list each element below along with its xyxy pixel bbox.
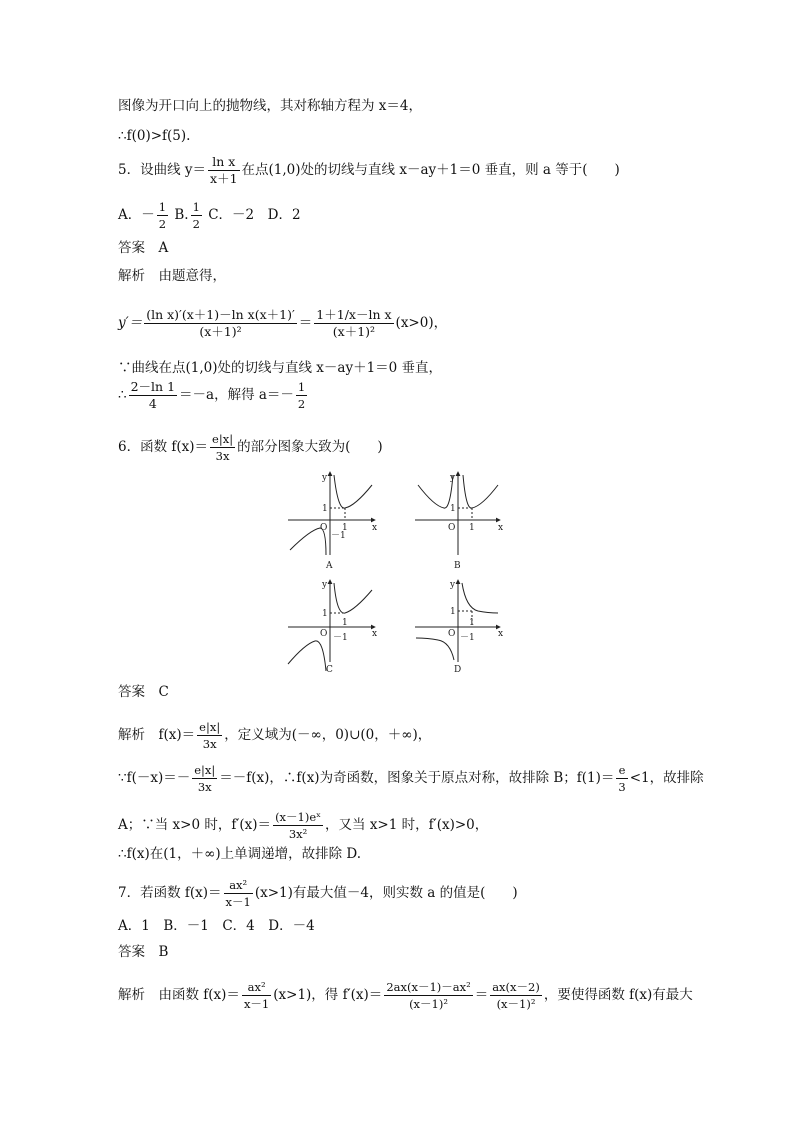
- graph-d-one-y: 1: [450, 607, 456, 617]
- graph-d-x-label: x: [498, 629, 504, 639]
- half-fraction-b: [191, 200, 202, 231]
- graph-c-origin: O: [320, 629, 328, 639]
- a-line-pre: A；∵当 x>0 时，f′(x)＝: [118, 817, 272, 833]
- question-7: [118, 878, 518, 909]
- analysis-6: [118, 720, 431, 751]
- graph-c-x-label: x: [372, 629, 378, 639]
- jx6-pre: 解析 f(x)＝: [118, 727, 196, 743]
- because6-tail: <1，故排除: [629, 770, 704, 786]
- graph-c-curve-left: [288, 641, 326, 671]
- analysis-5: 解析 由题意得，: [118, 268, 226, 284]
- therefore-6: ∴f(x)在(1，＋∞)上单调递增，故排除 D.: [118, 846, 362, 862]
- q6-fraction: [210, 432, 235, 463]
- graph-a-origin: O: [320, 523, 328, 533]
- deriv-f1-num: (ln x)′(x＋1)－ln x(x＋1)′: [146, 307, 295, 322]
- graph-b-one-y: 1: [450, 504, 456, 514]
- graph-d-curve-left: [416, 638, 454, 660]
- graph-b-y-label: y: [450, 473, 456, 483]
- half-den-c: 2: [297, 397, 306, 411]
- half-fraction-c: [296, 380, 307, 411]
- graph-d-one-x: 1: [469, 618, 475, 628]
- q5-frac-den: x＋1: [210, 171, 238, 186]
- e-over-3-den: 3: [618, 780, 626, 794]
- answer-6: 答案 C: [118, 684, 169, 700]
- q5-prefix: 5．设曲线 y＝: [118, 162, 207, 178]
- graph-d: [415, 580, 500, 662]
- q7-suffix: (x>1)有最大值－4，则实数 a 的值是( ): [254, 885, 518, 901]
- therefore5-frac-den: 4: [148, 396, 157, 411]
- graph-a-one-x: 1: [342, 523, 348, 533]
- deriv-f2-num: 1＋1/x－ln x: [316, 307, 392, 322]
- a-line-post: ，又当 x>1 时，f′(x)>0，: [325, 817, 489, 833]
- jx6-frac: [197, 720, 222, 751]
- jx7-mid: (x>1)，得 f′(x)＝: [273, 987, 383, 1003]
- answer-graphs: [0, 470, 794, 690]
- jx7-pre: 解析 由函数 f(x)＝: [118, 987, 240, 1003]
- graph-c-caption: C: [326, 665, 333, 675]
- question-6: [118, 432, 383, 463]
- q7-frac-num: ax²: [224, 878, 253, 894]
- jx7-f2-den: (x－1)²: [409, 997, 448, 1011]
- jx7-f3-num: ax(x－2): [492, 980, 540, 994]
- because-5: ∵曲线在点(1,0)处的切线与直线 x－ay＋1＝0 垂直，: [118, 360, 443, 376]
- jx7-frac-2: [384, 980, 472, 1011]
- therefore5-frac: [129, 380, 177, 411]
- q5-suffix: 在点(1,0)处的切线与直线 x－ay＋1＝0 垂直，则 a 等于( ): [241, 162, 620, 178]
- e-over-3-frac: [616, 763, 627, 794]
- deriv-f1-den: (x＋1)²: [199, 324, 242, 339]
- graph-c-neg-one: －1: [333, 633, 348, 643]
- jx7-post: ，要使得函数 f(x)有最大: [543, 987, 693, 1003]
- analysis-7: [118, 980, 693, 1011]
- e-over-3-num: e: [616, 763, 627, 779]
- graph-b-x-label: x: [498, 523, 504, 533]
- q7-frac: [224, 878, 253, 909]
- deriv-frac-1: [144, 308, 297, 339]
- q5-option-a: A．－: [118, 207, 155, 223]
- graph-c: [288, 580, 378, 671]
- text-line-2: ∴f(0)>f(5).: [118, 128, 191, 144]
- graph-c-one-x: 1: [342, 618, 348, 628]
- jx7-frac-1: [242, 980, 271, 1011]
- q5-option-b: B.: [174, 207, 189, 223]
- question-5: [118, 155, 620, 186]
- jx7-frac-3: [490, 980, 542, 1011]
- deriv-tail: (x>0)，: [395, 315, 448, 331]
- therefore5-pre: ∴: [118, 387, 127, 403]
- q5-frac-num: ln x: [208, 155, 240, 171]
- answer-5: 答案 A: [118, 240, 169, 256]
- deriv-lhs: y′＝: [118, 315, 143, 331]
- half-den-a: 2: [158, 217, 167, 231]
- q6-frac-den: 3x: [215, 449, 230, 463]
- deriv-frac-2: [314, 308, 393, 339]
- q5-options-rest: C．－2 D．2: [208, 207, 301, 223]
- derivative-line: [118, 308, 447, 339]
- q5-options: [118, 200, 301, 231]
- graph-b-origin: O: [448, 523, 456, 533]
- jx7-f1-den: x－1: [243, 997, 270, 1011]
- because6-frac-num: e|x|: [194, 763, 216, 777]
- graph-d-neg-one: －1: [460, 633, 475, 643]
- graph-b-one-x: 1: [469, 523, 475, 533]
- graph-a-y-label: y: [322, 473, 328, 483]
- q6-frac-num: e|x|: [212, 432, 234, 446]
- jx6-frac-num: e|x|: [199, 720, 221, 734]
- graph-d-origin: O: [448, 629, 456, 639]
- graph-c-y-label: y: [322, 580, 328, 590]
- graph-b-curve-left: [418, 475, 453, 508]
- a-line-frac-den: 3x²: [288, 827, 308, 841]
- graph-a-x-label: x: [372, 523, 378, 533]
- graph-a-caption: A: [326, 561, 333, 571]
- q6-prefix: 6．函数 f(x)＝: [118, 439, 209, 455]
- a-line-frac-num: (x－1)eˣ: [275, 810, 322, 824]
- deriv-f2-den: (x＋1)²: [332, 324, 376, 339]
- graph-b-curve-right: [463, 475, 498, 508]
- graph-c-one-y: 1: [322, 609, 328, 619]
- a-line-frac: [273, 810, 323, 841]
- q7-frac-den: x－1: [225, 895, 251, 909]
- jx7-eq: ＝: [474, 987, 489, 1003]
- jx7-f3-den: (x－1)²: [496, 997, 536, 1011]
- q6-suffix: 的部分图象大致为( ): [237, 439, 383, 455]
- deriv-eq: ＝: [298, 315, 313, 331]
- therefore5-post: ＝－a，解得 a＝－: [179, 387, 294, 403]
- because6-frac: [192, 763, 217, 794]
- graph-a-one-y: 1: [322, 504, 328, 514]
- a-line: [118, 810, 488, 841]
- therefore-5: [118, 380, 309, 411]
- half-num-c: 1: [297, 380, 306, 394]
- half-num-a: 1: [158, 200, 167, 214]
- graph-a-neg-one: －1: [331, 531, 346, 541]
- jx7-f2-num: 2ax(x－1)－ax²: [386, 980, 471, 994]
- graph-a-curve-right: [334, 475, 372, 508]
- jx6-frac-den: 3x: [202, 737, 217, 751]
- q5-fraction: [208, 155, 240, 186]
- half-den-b: 2: [192, 217, 200, 231]
- half-num-b: 1: [192, 200, 200, 214]
- graph-d-caption: D: [454, 665, 462, 675]
- text-line-1: 图像为开口向上的抛物线，其对称轴方程为 x＝4，: [118, 98, 422, 114]
- answer-7: 答案 B: [118, 944, 169, 960]
- graph-d-y-label: y: [450, 580, 456, 590]
- half-fraction-a: [157, 200, 168, 231]
- graph-c-curve-right: [334, 583, 372, 613]
- q7-options: A．1 B．－1 C．4 D．－4: [118, 918, 315, 934]
- graph-b-caption: B: [454, 561, 461, 571]
- because6-post: ＝－f(x)，∴f(x)为奇函数，图象关于原点对称，故排除 B；f(1)＝: [219, 770, 615, 786]
- because6-frac-den: 3x: [197, 780, 212, 794]
- graph-d-curve-right: [462, 583, 498, 613]
- graph-a: [288, 472, 378, 555]
- jx6-post: ，定义域为(－∞，0)∪(0，＋∞)，: [224, 727, 432, 743]
- therefore5-frac-num: 2－ln 1: [130, 379, 176, 394]
- because6-pre: ∵f(－x)＝－: [118, 770, 191, 786]
- q7-prefix: 7．若函数 f(x)＝: [118, 885, 222, 901]
- because-6: [118, 763, 704, 794]
- graph-b: [415, 472, 500, 555]
- jx7-f1-num: ax²: [242, 980, 271, 996]
